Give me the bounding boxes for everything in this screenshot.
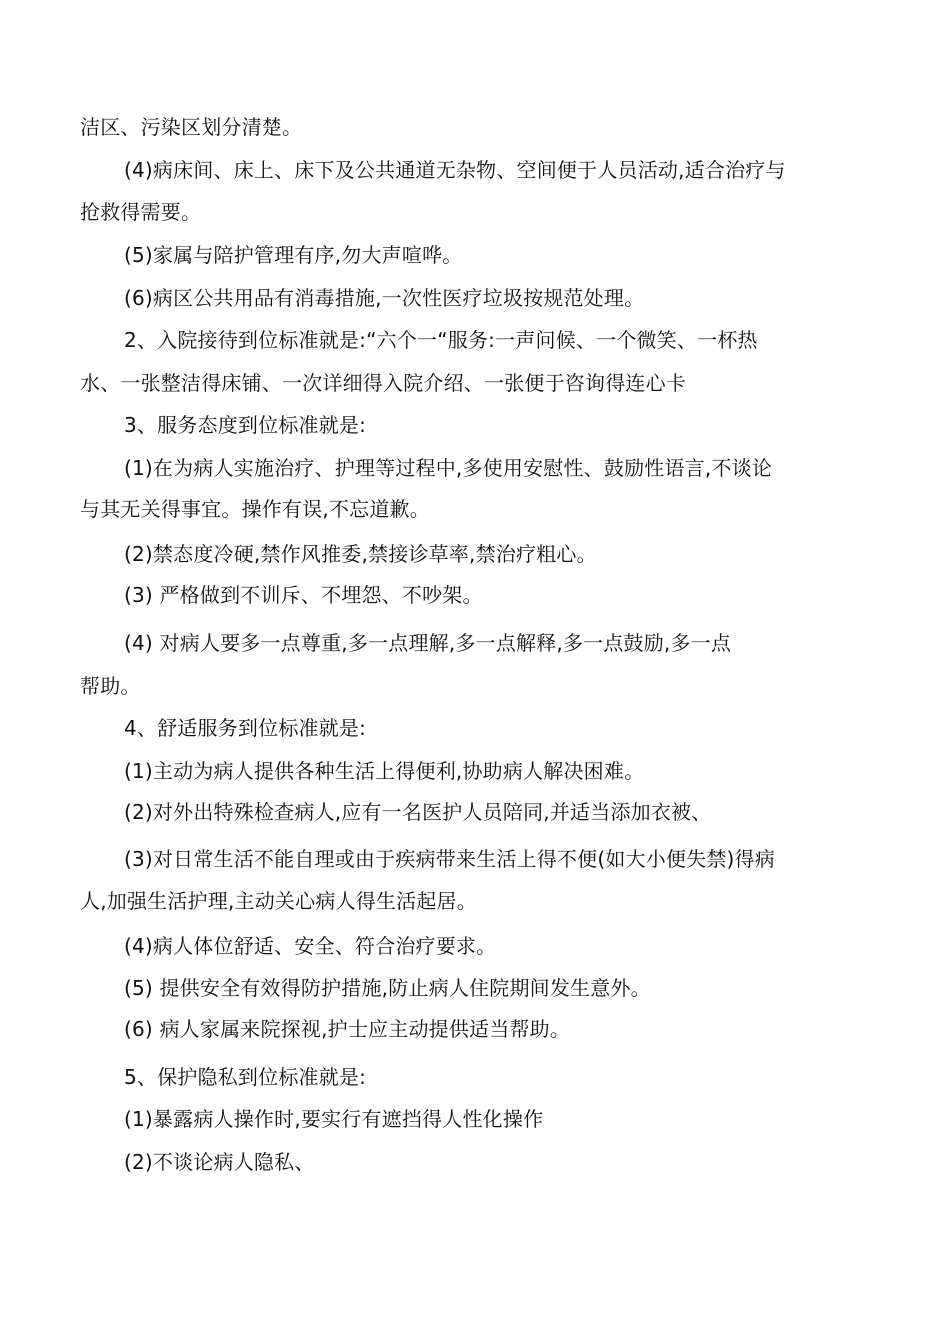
- text-line: (2)不谈论病人隐私、: [124, 1150, 315, 1174]
- text-line: 4、舒适服务到位标准就是:: [124, 716, 367, 740]
- text-line: 5、保护隐私到位标准就是:: [124, 1065, 367, 1089]
- text-line: (1)主动为病人提供各种生活上得便利,协助病人解决困难。: [124, 759, 645, 783]
- text-line: 洁区、污染区划分清楚。: [80, 115, 303, 139]
- text-line: 帮助。: [80, 674, 141, 698]
- text-line: 水、一张整洁得床铺、一次详细得入院介绍、一张便于咨询得连心卡: [80, 371, 686, 395]
- text-line: 3、服务态度到位标准就是:: [124, 413, 367, 437]
- text-line: (5) 提供安全有效得防护措施,防止病人住院期间发生意外。: [124, 976, 651, 1000]
- text-line: (2)禁态度冷硬,禁作风推委,禁接诊草率,禁治疗粗心。: [124, 542, 597, 566]
- text-line: (5)家属与陪护管理有序,勿大声喧哗。: [124, 243, 463, 267]
- text-line: 抢救得需要。: [80, 200, 202, 224]
- text-line: (1)暴露病人操作时,要实行有遮挡得人性化操作: [124, 1107, 544, 1131]
- text-line: (3) 严格做到不训斥、不埋怨、不吵架。: [124, 583, 483, 607]
- text-line: (2)对外出特殊检查病人,应有一名医护人员陪同,并适当添加衣被、: [124, 800, 712, 824]
- text-line: (6)病区公共用品有消毒措施,一次性医疗垃圾按规范处理。: [124, 286, 645, 310]
- text-line: (4)病人体位舒适、安全、符合治疗要求。: [124, 934, 497, 958]
- text-line: 与其无关得事宜。操作有误,不忘道歉。: [80, 497, 430, 521]
- text-line: 人,加强生活护理,主动关心病人得生活起居。: [80, 889, 477, 913]
- text-line: (4) 对病人要多一点尊重,多一点理解,多一点解释,多一点鼓励,多一点: [124, 631, 732, 655]
- text-line: 2、入院接待到位标准就是:“六个一“服务:一声问候、一个微笑、一杯热: [124, 328, 758, 352]
- text-line: (6) 病人家属来院探视,护士应主动提供适当帮助。: [124, 1017, 571, 1041]
- text-line: (4)病床间、床上、床下及公共通道无杂物、空间便于人员活动,适合治疗与: [124, 158, 786, 182]
- text-line: (3)对日常生活不能自理或由于疾病带来生活上得不便(如大小便失禁)得病: [124, 847, 775, 871]
- text-line: (1)在为病人实施治疗、护理等过程中,多使用安慰性、鼓励性语言,不谈论: [124, 456, 773, 480]
